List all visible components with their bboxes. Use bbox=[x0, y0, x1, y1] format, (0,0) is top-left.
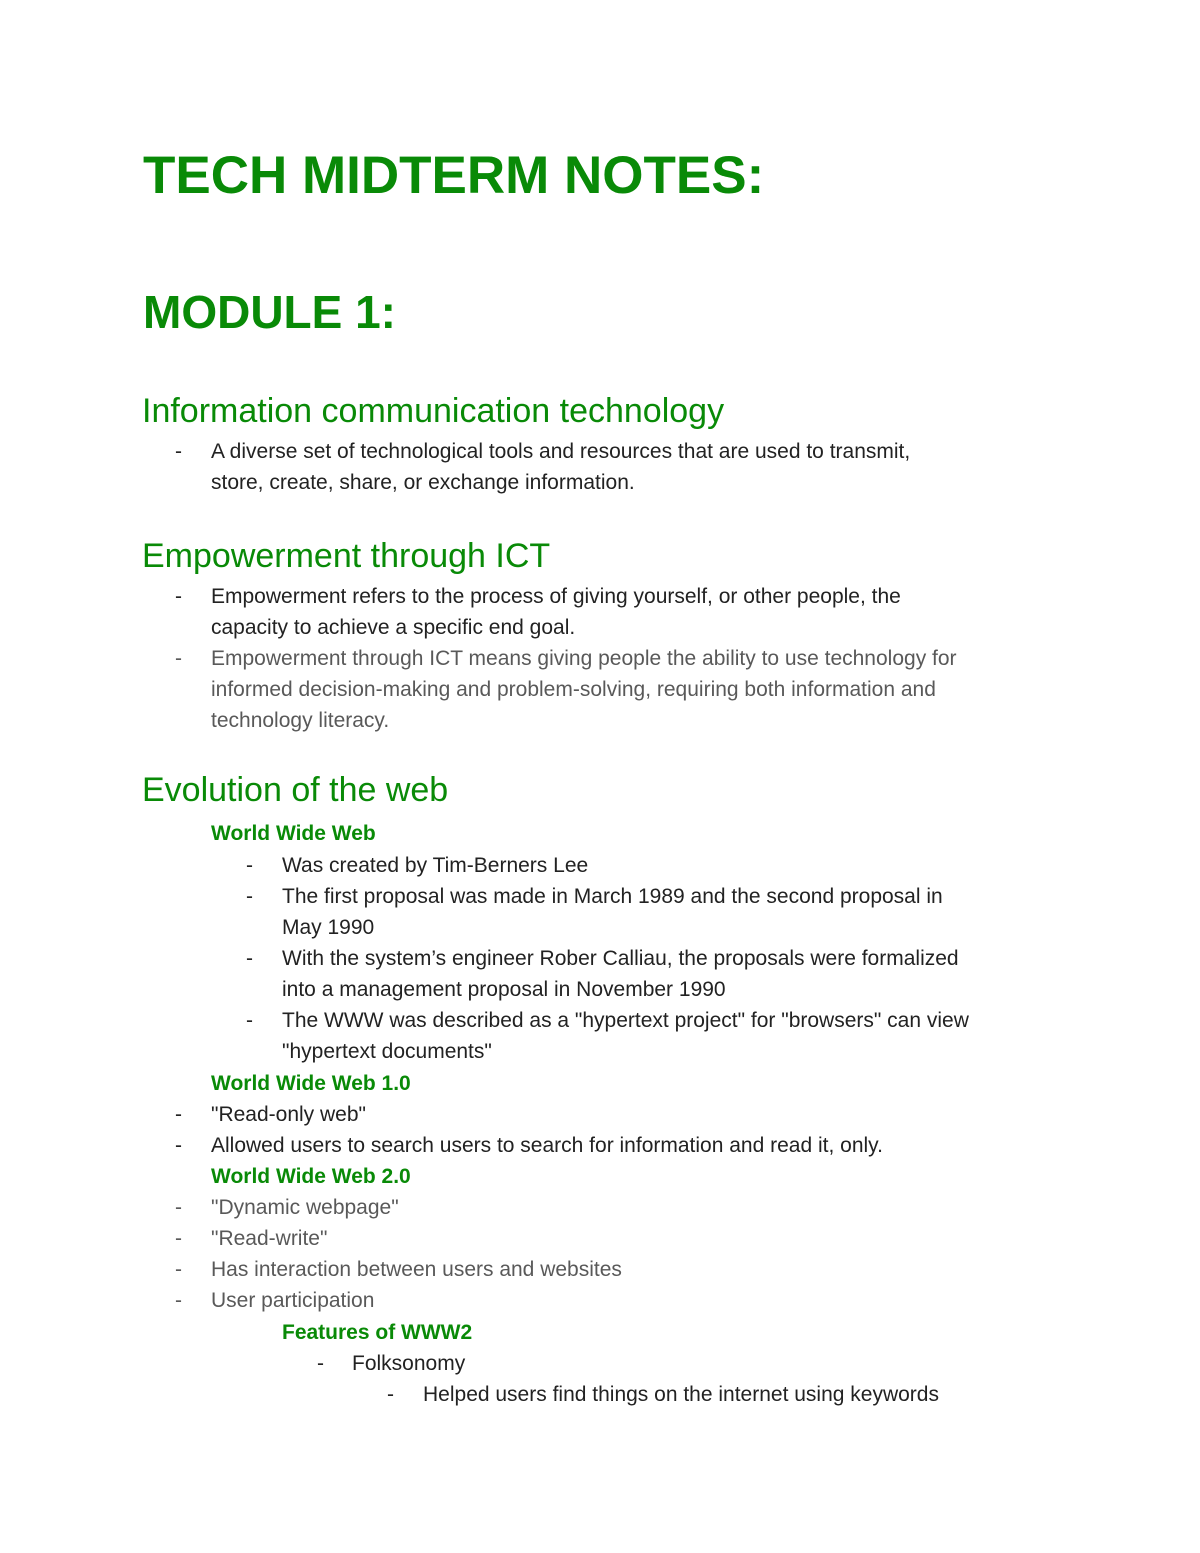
bullet-dash: - bbox=[246, 1009, 253, 1032]
bullet-dash: - bbox=[175, 585, 182, 608]
www-bullet-1: Was created by Tim-Berners Lee bbox=[282, 854, 589, 877]
bullet-dash: - bbox=[175, 1258, 182, 1281]
features-subheading: Features of WWW2 bbox=[282, 1321, 473, 1344]
evolution-heading: Evolution of the web bbox=[142, 771, 449, 809]
www-bullet-2-line-1: The first proposal was made in March 1989 and the second proposal in bbox=[282, 885, 943, 908]
bullet-dash: - bbox=[246, 854, 253, 877]
bullet-dash: - bbox=[175, 1134, 182, 1157]
empowerment-bullet-1-line-2: capacity to achieve a specific end goal. bbox=[211, 616, 576, 639]
empowerment-bullet-2-line-1: Empowerment through ICT means giving people the ability to use technology for bbox=[211, 647, 957, 670]
bullet-dash: - bbox=[175, 440, 182, 463]
web1-bullet-1: "Read-only web" bbox=[211, 1103, 366, 1126]
web2-bullet-2: "Read-write" bbox=[211, 1227, 328, 1250]
web1-bullet-2: Allowed users to search users to search for information and read it, only. bbox=[211, 1134, 883, 1157]
bullet-dash: - bbox=[317, 1352, 324, 1375]
web2-subheading: World Wide Web 2.0 bbox=[211, 1165, 411, 1188]
ict-bullet-1-line-2: store, create, share, or exchange information. bbox=[211, 471, 635, 494]
www-bullet-3-line-1: With the system’s engineer Rober Calliau, the proposals were formalized bbox=[282, 947, 959, 970]
doc-title: TECH MIDTERM NOTES: bbox=[143, 146, 765, 205]
ict-heading: Information communication technology bbox=[142, 392, 725, 430]
module-heading: MODULE 1: bbox=[143, 286, 396, 338]
empowerment-heading: Empowerment through ICT bbox=[142, 537, 551, 575]
web1-subheading: World Wide Web 1.0 bbox=[211, 1072, 411, 1095]
empowerment-bullet-2-line-2: informed decision-making and problem-solving, requiring both information and bbox=[211, 678, 936, 701]
bullet-dash: - bbox=[175, 1196, 182, 1219]
bullet-dash: - bbox=[175, 1289, 182, 1312]
web2-bullet-3: Has interaction between users and websites bbox=[211, 1258, 622, 1281]
feature-subitem-folksonomy-1: Helped users find things on the internet using keywords bbox=[423, 1383, 939, 1406]
bullet-dash: - bbox=[175, 1103, 182, 1126]
www-subheading: World Wide Web bbox=[211, 822, 376, 845]
bullet-dash: - bbox=[175, 1227, 182, 1250]
empowerment-bullet-1-line-1: Empowerment refers to the process of giving yourself, or other people, the bbox=[211, 585, 901, 608]
ict-bullet-1-line-1: A diverse set of technological tools and resources that are used to transmit, bbox=[211, 440, 911, 463]
www-bullet-2-line-2: May 1990 bbox=[282, 916, 375, 939]
web2-bullet-1: "Dynamic webpage" bbox=[211, 1196, 399, 1219]
www-bullet-3-line-2: into a management proposal in November 1990 bbox=[282, 978, 726, 1001]
www-bullet-4-line-1: The WWW was described as a "hypertext project" for "browsers" can view bbox=[282, 1009, 969, 1032]
web2-bullet-4: User participation bbox=[211, 1289, 375, 1312]
bullet-dash: - bbox=[246, 947, 253, 970]
empowerment-bullet-2-line-3: technology literacy. bbox=[211, 709, 390, 732]
feature-item-folksonomy: Folksonomy bbox=[352, 1352, 466, 1375]
bullet-dash: - bbox=[387, 1383, 394, 1406]
bullet-dash: - bbox=[175, 647, 182, 670]
bullet-dash: - bbox=[246, 885, 253, 908]
www-bullet-4-line-2: "hypertext documents" bbox=[282, 1040, 492, 1063]
